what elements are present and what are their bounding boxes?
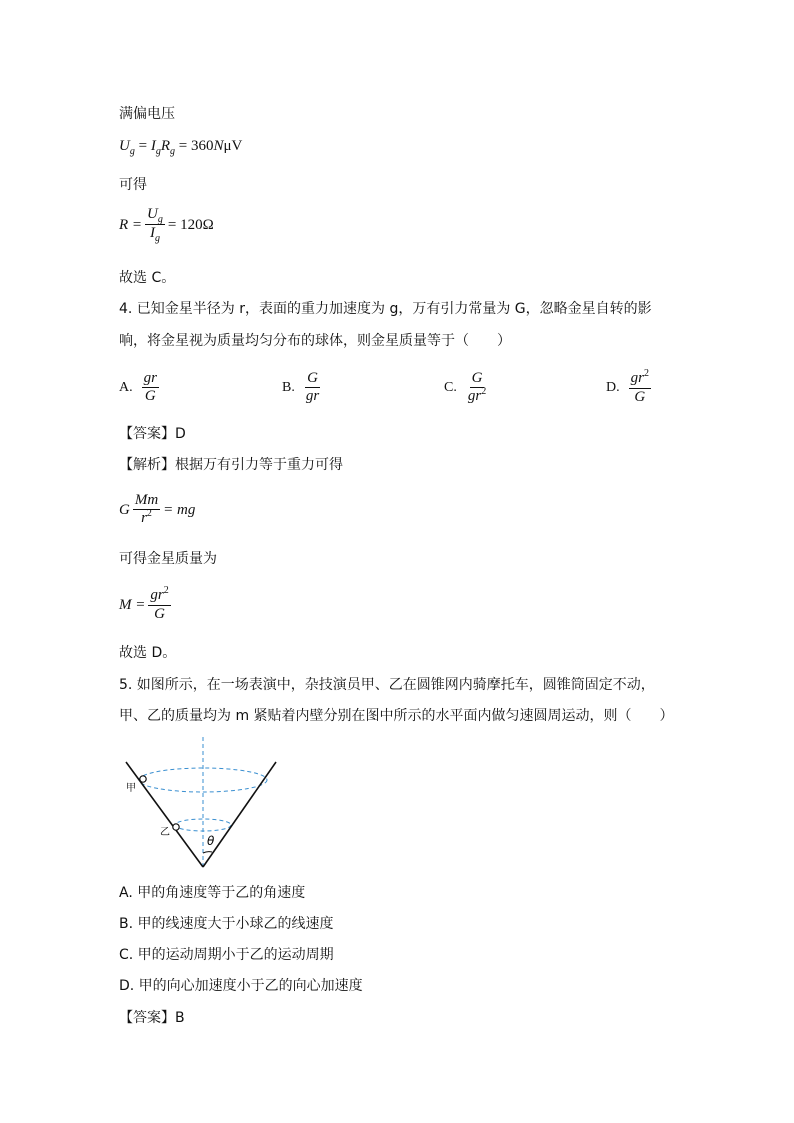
q4-equation-gravity: G $\frac{Mm}{r^2}$ = mg — [119, 492, 196, 526]
q4-mass-text: 可得金星质量为 — [119, 551, 217, 567]
q4-equation-mass: M = $\frac{gr^2}{G}$ — [119, 585, 169, 622]
q4-option-a: A. $\frac{gr}{G}$ — [119, 370, 157, 404]
q4-option-b: B. $\frac{G}{gr}$ — [282, 370, 320, 404]
label-yi: 乙 — [160, 827, 170, 838]
equation-full-deflection-voltage: $U_g = I_gR_g = 360N\mu V$ — [119, 138, 243, 157]
q5-stem-line2: 甲、乙的质量均为 m 紧贴着内壁分别在图中所示的水平面内做匀速圆周运动，则（ ） — [119, 708, 674, 724]
q4-choose-text: 故选 D。 — [119, 645, 177, 661]
equation-resistance: R = $\frac{U_g}{I_g}$ = 120Ω — [119, 206, 214, 244]
q4-analysis: 【解析】根据万有引力等于重力可得 — [119, 457, 343, 473]
angle-arc — [203, 852, 212, 853]
q5-option-a: A. 甲的角速度等于乙的角速度 — [119, 885, 306, 901]
theta-label: θ — [207, 834, 215, 848]
q4-stem-line1: 4. 已知金星半径为 r，表面的重力加速度为 g，万有引力常量为 G，忽略金星自转的影 — [119, 301, 652, 317]
q5-answer: 【答案】B — [119, 1010, 185, 1026]
q5-option-d: D. 甲的向心加速度小于乙的向心加速度 — [119, 978, 363, 994]
q5-stem-line1: 5. 如图所示，在一场表演中，杂技演员甲、乙在圆锥网内骑摩托车，圆锥筒固定不动， — [119, 677, 655, 693]
label-jia: 甲 — [126, 783, 136, 794]
q4-option-c: C. $\frac{G}{gr^2}$ — [444, 370, 487, 404]
cone-figure — [118, 735, 288, 875]
q4-answer: 【答案】D — [119, 426, 186, 442]
get-text: 可得 — [119, 177, 147, 193]
rider-yi-marker — [173, 824, 179, 830]
q5-option-c: C. 甲的运动周期小于乙的运动周期 — [119, 947, 334, 963]
q4-option-d: D. $\frac{gr^2}{G}$ — [606, 368, 649, 405]
prev-choose-text: 故选 C。 — [119, 270, 176, 286]
fraction-ug-over-ig: $\frac{U_g}{I_g}$ — [147, 206, 163, 244]
cone-right-side — [203, 762, 276, 867]
q4-stem-line2: 响，将金星视为质量均匀分布的球体，则金星质量等于（ ） — [119, 333, 511, 349]
q5-option-b: B. 甲的线速度大于小球乙的线速度 — [119, 916, 334, 932]
rider-jia-marker — [140, 776, 146, 782]
full-deflection-label: 满偏电压 — [119, 106, 175, 122]
cone-left-side — [126, 762, 203, 867]
